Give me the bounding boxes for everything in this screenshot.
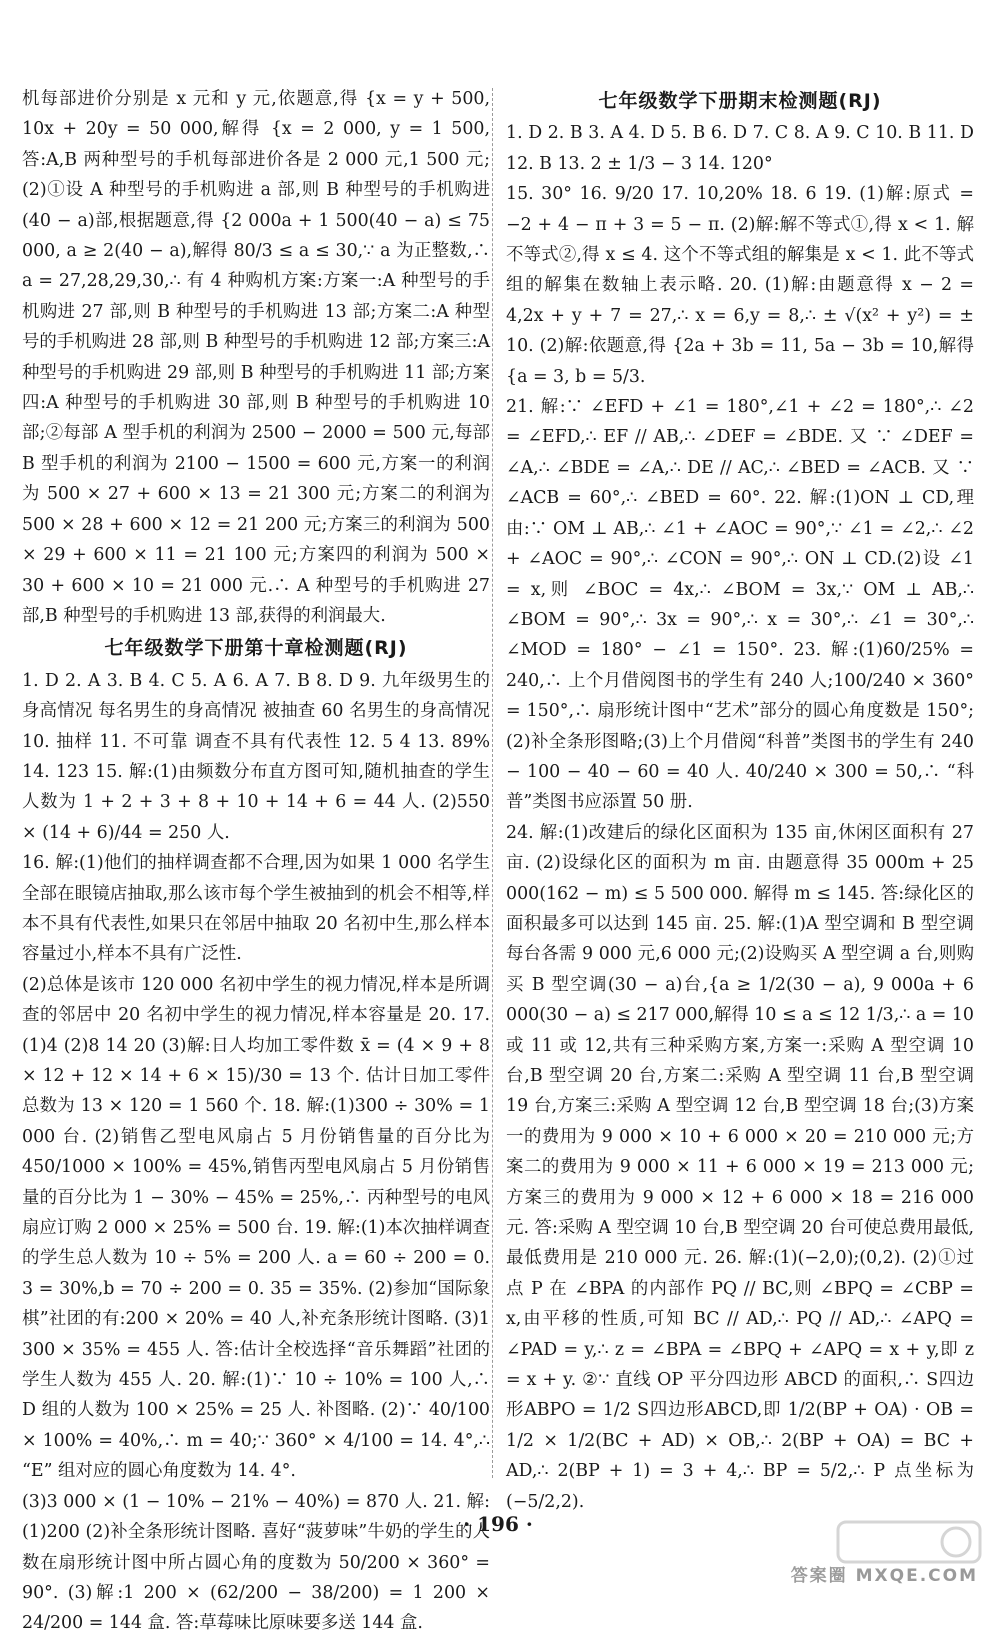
paragraph-r3: 21. 解:∵ ∠EFD + ∠1 = 180°,∠1 + ∠2 = 180°,∴ ∠2 = ∠EFD,∴ EF // AB,∴ ∠DEF = ∠BDE. 又 ∵ ∠DEF = ∠A,∴ ∠BDE = ∠A,∴ DE // AC,∴ ∠BED = ∠ACB. 又 ∵ ∠ACB = 60°,∴ ∠BED = 60°. 22. 解:(1)ON ⊥ CD,理由:∵ OM ⊥ AB,∴ ∠1 + ∠AOC = 90°,∵ ∠1 = ∠2,∴ ∠2 + ∠AOC = 90°,∴ ∠CON = 90°,∴ ON ⊥ CD.(2)设 ∠1 = x,则 ∠BOC = 4x,∴ ∠BOM = 3x,∵ OM ⊥ AB,∴ ∠BOM = 90°,∴ 3x = 90°,∴ x = 30°,∴ ∠1 = 30°,∴ ∠MOD = 180° − ∠1 = 150°. 23. 解:(1)60/25% = 240,∴ 上个月借阅图书的学生有 240 人;100/240 × 360° = 150°,∴ 扇形统计图中“艺术”部分的圆心角度数是 150°;(2)补全条形图略;(3)上个月借阅“科普”类图书的学生有 240 − 100 − 40 − 60 = 40 人. 40/240 × 300 = 50,∴ “科普”类图书应添置 50 册. bbox=[506, 397, 974, 813]
page-number: · 196 · bbox=[463, 1512, 533, 1536]
paragraph-r2: 15. 30° 16. 9/20 17. 10,20% 18. 6 19. (1)解:原式 = −2 + 4 − π + 3 = 5 − π. (2)解:解不等式①,得 x < 1. 解不等式②,得 x ≤ 4. 这个不等式组的解集是 x < 1. 此不等式组的解集在数轴上表示略. 20. (1)解:由题意得 x − 2 = 4,2x + y + 7 = 27,∴ x = 6,y = 8,∴ ± √(x² + y²) = ± 10. (2)解:依题意,得 {2a + 3b = 11, 5a − 3b = 10,解得 {a = 3, b = 5/3. bbox=[506, 184, 974, 387]
column-divider bbox=[492, 88, 493, 1478]
paragraph-l0: 机每部进价分别是 x 元和 y 元,依题意,得 {x = y + 500, 10x + 20y = 50 000,解得 {x = 2 000, y = 1 500,答:A,B 两种型号的手机每部进价各是 2 000 元,1 500 元;(2)①设 A 种型号的手机购进 a 部,则 B 种型号的手机购进(40 − a)部,根据题意,得 {2 000a + 1 500(40 − a) ≤ 75 000, a ≥ 2(40 − a),解得 80/3 ≤ a ≤ 30,∵ a 为正整数,∴ a = 27,28,29,30,∴ 有 4 种购机方案:方案一:A 种型号的手机购进 27 部,则 B 种型号的手机购进 13 部;方案二:A 种型号的手机购进 28 部,则 B 种型号的手机购进 12 部;方案三:A 种型号的手机购进 29 部,则 B 种型号的手机购进 11 部;方案四:A 种型号的手机购进 30 部,则 B 种型号的手机购进 10 部;②每部 A 型手机的利润为 2500 − 2000 = 500 元,每部 B 型手机的利润为 2100 − 1500 = 600 元,方案一的利润为 500 × 27 + 600 × 13 = 21 300 元;方案二的利润为 500 × 28 + 600 × 12 = 21 200 元;方案三的利润为 500 × 29 + 600 × 11 = 21 100 元;方案四的利润为 500 × 30 + 600 × 10 = 21 000 元.∴ A 种型号的手机购进 27 部,B 种型号的手机购进 13 部,获得的利润最大. bbox=[22, 89, 490, 626]
section-title-final-exam: 七年级数学下册期末检测题(RJ) bbox=[598, 90, 882, 112]
section-title-chapter10: 七年级数学下册第十章检测题(RJ) bbox=[104, 637, 408, 660]
right-column bbox=[506, 84, 974, 1517]
paragraph-r1: 1. D 2. B 3. A 4. D 5. B 6. D 7. C 8. A 9. C 10. B 11. D 12. B 13. 2 ± 1/3 − 3 14. 120° bbox=[506, 123, 974, 174]
watermark-text: 答案圈 MXQE.COM bbox=[790, 1566, 978, 1586]
paragraph-r4: 24. 解:(1)改建后的绿化区面积为 135 亩,休闲区面积有 27 亩. (2)设绿化区的面积为 m 亩. 由题意得 35 000m + 25 000(162 − m) ≤ 5 500 000. 解得 m ≤ 145. 答:绿化区的面积最多可以达到 145 亩. 25. 解:(1)A 型空调和 B 型空调每台各需 9 000 元,6 000 元;(2)设购买 A 型空调 a 台,则购买 B 型空调(30 − a)台,{a ≥ 1/2(30 − a), 9 000a + 6 000(30 − a) ≤ 217 000,解得 10 ≤ a ≤ 12 1/3,∴ a = 10 或 11 或 12,共有三种采购方案,方案一:采购 A 型空调 10 台,B 型空调 20 台,方案二:采购 A 型空调 11 台,B 型空调 19 台,方案三:采购 A 型空调 12 台,B 型空调 18 台;(3)方案一的费用为 9 000 × 10 + 6 000 × 20 = 210 000 元;方案二的费用为 9 000 × 11 + 6 000 × 19 = 213 000 元;方案三的费用为 9 000 × 12 + 6 000 × 18 = 216 000 元. 答:采购 A 型空调 10 台,B 型空调 20 台可使总费用最低,最低费用是 210 000 元. 26. 解:(1)(−2,0);(0,2). (2)①过点 P 在 ∠BPA 的内部作 PQ // BC,则 ∠BPQ = ∠CBP = x,由平移的性质,可知 BC // AD,∴ PQ // AD,∴ ∠APQ = ∠PAD = y,∴ z = ∠BPA = ∠BPQ + ∠APQ = x + y,即 z = x + y. ②∵ 直线 OP 平分四边形 ABCD 的面积,∴ S四边形ABPO = 1/2 S四边形ABCD,即 1/2(BP + OA) · OB = 1/2 × 1/2(BC + AD) × OB,∴ 2(BP + OA) = BC + AD,∴ 2(BP + 1) = 3 + 4,∴ BP = 5/2,∴ P 点坐标为 (−5/2,2). bbox=[506, 822, 974, 1512]
paragraph-l3: 16. 解:(1)他们的抽样调查都不合理,因为如果 1 000 名学生全部在眼镜店抽取,那么该市每个学生被抽到的机会不相等,样本不具有代表性,如果只在邻居中抽取 20 名初中生,那么样本容量过小,样本不具有广泛性. bbox=[22, 853, 490, 965]
paragraph-l2: 1. D 2. A 3. B 4. C 5. A 6. A 7. B 8. D 9. 九年级男生的身高情况 每名男生的身高情况 被抽查 60 名男生的身高情况 10. 抽样 11. 不可靠 调查不具有代表性 12. 5 4 13. 89% 14. 123 15. 解:(1)由频数分布直方图可知,随机抽查的学生人数为 1 + 2 + 3 + 8 + 10 + 14 + 6 = 44 人. (2)550 × (14 + 6)/44 = 250 人. bbox=[22, 670, 490, 843]
left-column bbox=[22, 84, 490, 1639]
paragraph-l5: (3)3 000 × (1 − 10% − 21% − 40%) = 870 人. 21. 解:(1)200 (2)补全条形统计图略. 喜好“菠萝味”牛奶的学生的人数在扇形统计图中所占圆心角的度数为 50/200 × 360° = 90°. (3)解:1 200 × (62/200 − 38/200) = 1 200 × 24/200 = 144 盒. 答:草莓味比原味要多送 144 盒. bbox=[22, 1491, 490, 1634]
paragraph-l4: (2)总体是该市 120 000 名初中学生的视力情况,样本是所调查的邻居中 20 名初中学生的视力情况,样本容量是 20. 17. (1)4 (2)8 14 20 (3)解:日人均加工零件数 x̄ = (4 × 9 + 8 × 12 + 12 × 14 + 6 × 15)/30 = 13 个. 估计日加工零件总数为 13 × 120 = 1 560 个. 18. 解:(1)300 ÷ 30% = 1 000 台. (2)销售乙型电风扇占 5 月份销售量的百分比为 450/1000 × 100% = 45%,销售丙型电风扇占 5 月份销售量的百分比为 1 − 30% − 45% = 25%,∴ 丙种型号的电风扇应订购 2 000 × 25% = 500 台. 19. 解:(1)本次抽样调查的学生总人数为 10 ÷ 5% = 200 人. a = 60 ÷ 200 = 0. 3 = 30%,b = 70 ÷ 200 = 0. 35 = 35%. (2)参加“国际象棋”社团的有:200 × 20% = 40 人,补充条形统计图略. (3)1 300 × 35% = 455 人. 答:估计全校选择“音乐舞蹈”社团的学生人数为 455 人. 20. 解:(1)∵ 10 ÷ 10% = 100 人,∴ D 组的人数为 100 × 25% = 25 人. 补图略. (2)∵ 40/100 × 100% = 40%,∴ m = 40;∵ 360° × 4/100 = 14. 4°,∴ “E” 组对应的圆心角度数为 14. 4°. bbox=[22, 974, 490, 1482]
